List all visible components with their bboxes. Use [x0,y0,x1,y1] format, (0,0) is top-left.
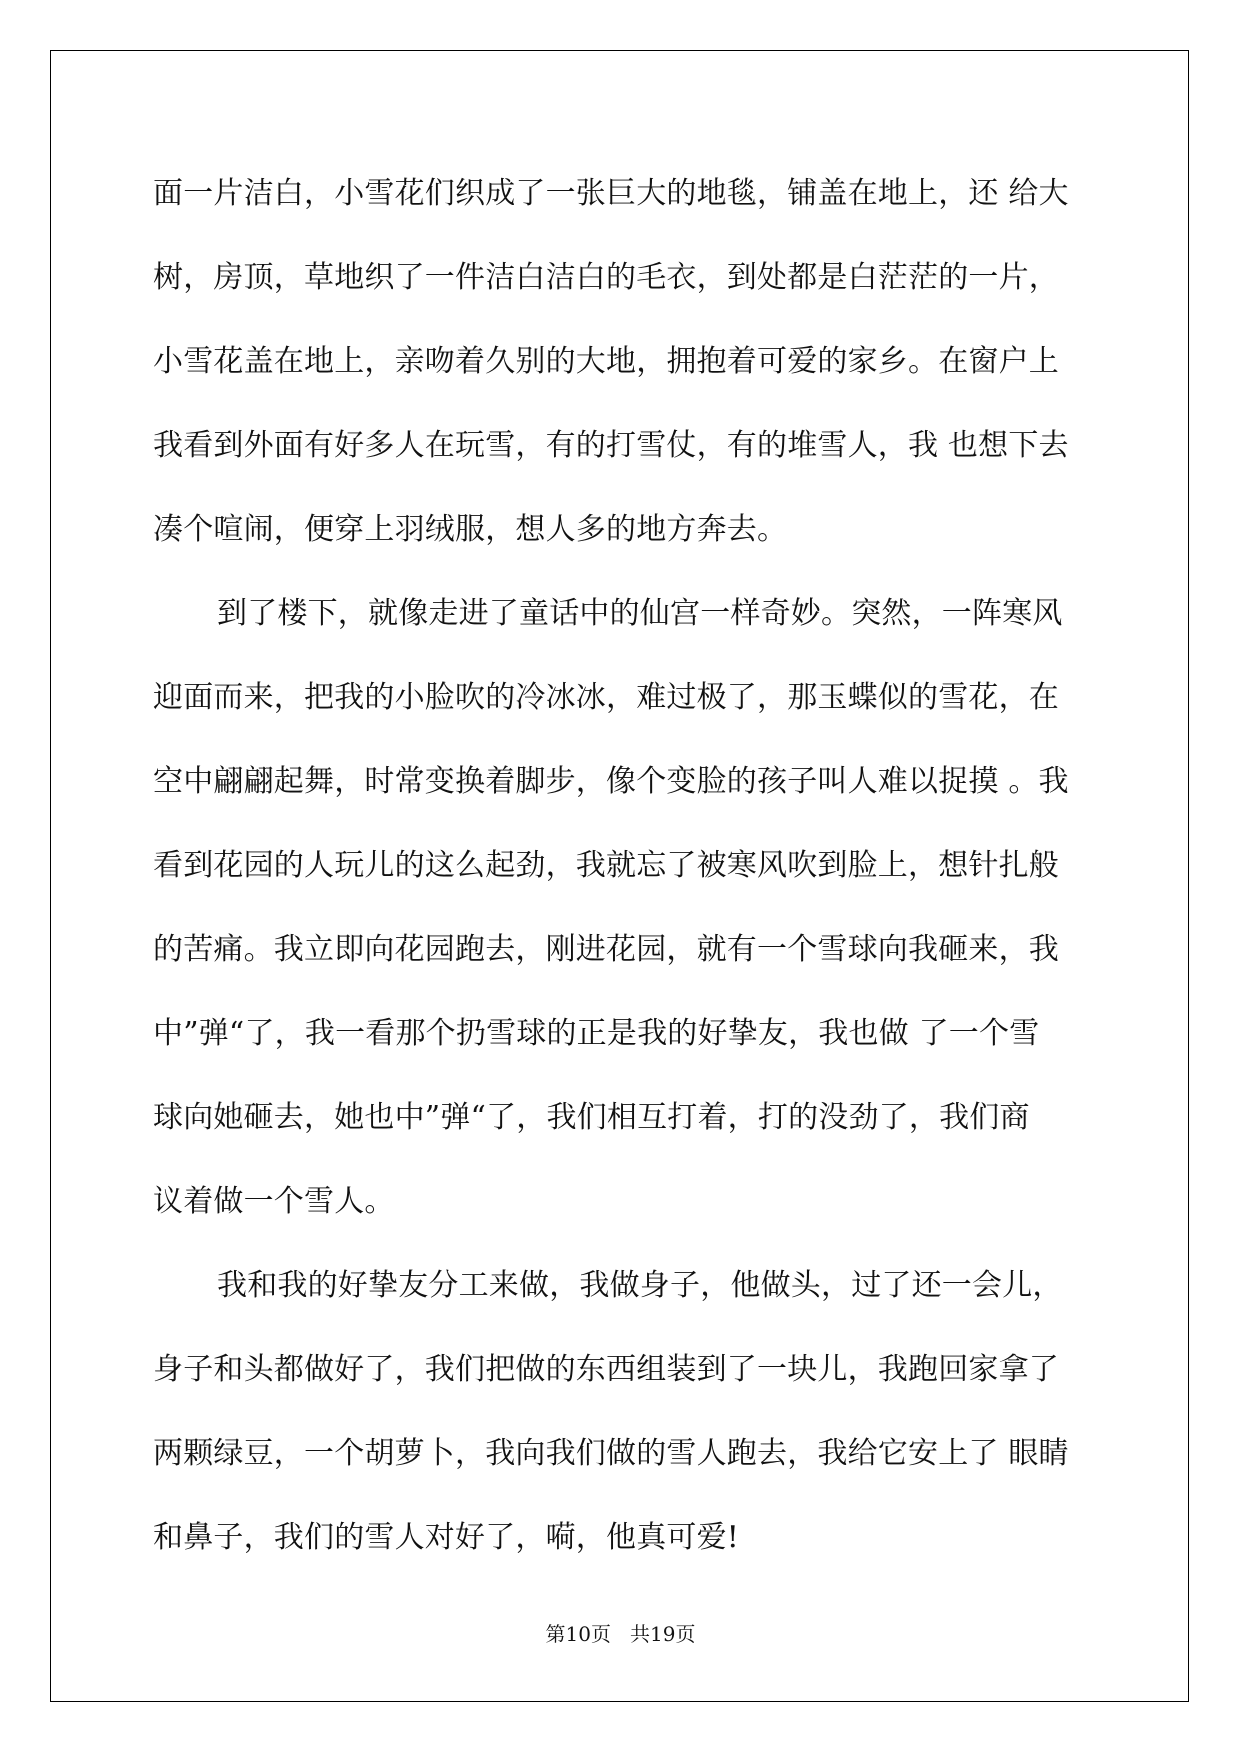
text-line: 凑个喧闹，便穿上羽绒服，想人多的地方奔去。 [153,512,788,547]
text-line: 球向她砸去，她也中”弹“了，我们相互打着，打的没劲了，我们商 [153,1100,1030,1135]
paragraph-1 [153,152,1091,572]
text-line: 身子和头都做好了，我们把做的东西组装到了一块儿，我跑回家拿了 [153,1352,1059,1387]
text-line: 的苦痛。我立即向花园跑去，刚进花园，就有一个雪球向我砸来，我 [153,932,1059,967]
text-line: 两颗绿豆，一个胡萝卜，我向我们做的雪人跑去，我给它安上了 眼睛 [153,1436,1069,1471]
text-line: 中”弹“了，我一看那个扔雪球的正是我的好挚友，我也做 了一个雪 [153,1016,1040,1051]
paragraph-3 [153,1244,1091,1580]
text-line: 空中翩翩起舞，时常变换着脚步，像个变脸的孩子叫人难以捉摸 。我 [153,764,1069,799]
text-line: 和鼻子，我们的雪人对好了，嗬，他真可爱! [153,1520,740,1555]
text-line: 迎面而来，把我的小脸吹的冷冰冰，难过极了，那玉蝶似的雪花，在 [153,680,1059,715]
text-line: 面一片洁白，小雪花们织成了一张巨大的地毯，铺盖在地上，还 给大 [153,176,1069,211]
text-line-indented: 到了楼下，就像走进了童话中的仙宫一样奇妙。突然，一阵寒风 [217,596,1063,631]
document-body [153,152,1091,1580]
text-line: 树，房顶，草地织了一件洁白洁白的毛衣，到处都是白茫茫的一片， [153,260,1059,295]
text-line: 我看到外面有好多人在玩雪，有的打雪仗，有的堆雪人，我 也想下去 [153,428,1069,463]
text-line: 议着做一个雪人。 [153,1184,395,1219]
text-line: 看到花园的人玩儿的这么起劲，我就忘了被寒风吹到脸上，想针扎般 [153,848,1059,883]
paragraph-2 [153,572,1091,1244]
text-line-indented: 我和我的好挚友分工来做，我做身子，他做头，过了还一会儿， [217,1268,1063,1303]
page-number-footer: 第10页 共19页 [545,1622,696,1646]
text-line: 小雪花盖在地上，亲吻着久别的大地，拥抱着可爱的家乡。在窗户上 [153,344,1059,379]
